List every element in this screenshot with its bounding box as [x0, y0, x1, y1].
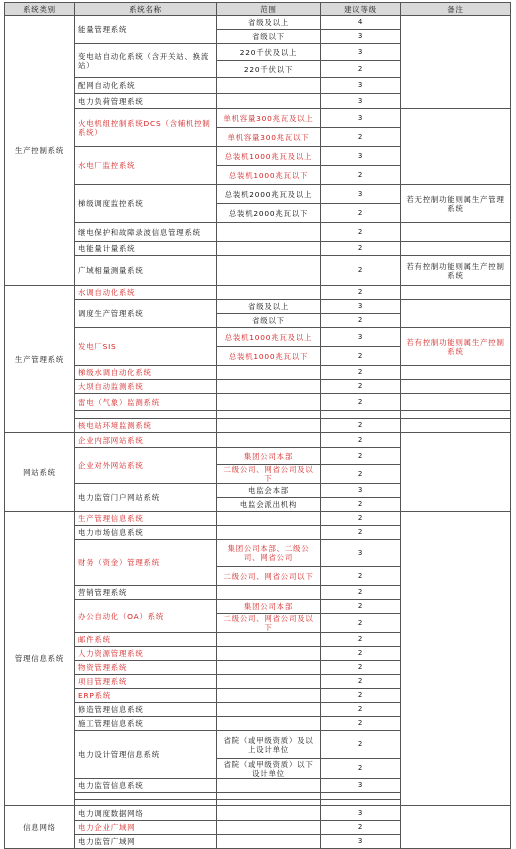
scope-cell [217, 394, 321, 411]
level-cell [321, 411, 401, 419]
scope-cell [217, 633, 321, 647]
system-name-cell: 梯级水调自动化系统 [75, 366, 217, 380]
scope-cell: 二级公司、网省公司及以下 [217, 614, 321, 633]
scope-cell: 集团公司本部 [217, 448, 321, 465]
level-cell: 2 [321, 498, 401, 512]
level-cell: 2 [321, 204, 401, 223]
system-name-cell: 企业内部网站系统 [75, 433, 217, 448]
system-classification-table [4, 2, 511, 849]
level-cell: 3 [321, 185, 401, 204]
level-cell: 2 [321, 314, 401, 328]
scope-cell: 总装机2000兆瓦及以上 [217, 185, 321, 204]
system-name-cell: 水电厂监控系统 [75, 147, 217, 185]
scope-cell [217, 78, 321, 94]
system-name-cell: 营销管理系统 [75, 586, 217, 600]
level-cell: 2 [321, 61, 401, 78]
scope-cell [217, 779, 321, 793]
system-name-cell: 电力监管门户网站系统 [75, 484, 217, 512]
level-cell: 3 [321, 806, 401, 821]
level-cell: 2 [321, 614, 401, 633]
header-row [5, 3, 511, 16]
scope-cell [217, 223, 321, 242]
level-cell: 2 [321, 759, 401, 779]
system-name-cell: 电力监管信息系统 [75, 779, 217, 793]
scope-cell: 集团公司本部 [217, 600, 321, 614]
level-cell: 2 [321, 347, 401, 366]
scope-cell: 省级以下 [217, 314, 321, 328]
table-row [5, 300, 511, 314]
scope-cell [217, 512, 321, 526]
table-row [5, 286, 511, 300]
level-cell: 3 [321, 328, 401, 347]
system-name-cell: 项目管理系统 [75, 675, 217, 689]
note-cell [401, 300, 511, 328]
category-cell: 生产管理系统 [5, 286, 75, 433]
table-row [5, 512, 511, 526]
spacer-cell [75, 793, 217, 800]
system-name-cell: 电力市场信息系统 [75, 526, 217, 540]
table-row [5, 419, 511, 433]
level-cell: 2 [321, 128, 401, 147]
level-cell: 2 [321, 223, 401, 242]
note-cell [401, 380, 511, 394]
scope-cell: 省院（或甲级资质）及以上设计单位 [217, 731, 321, 759]
scope-cell: 总装机1000兆瓦以下 [217, 166, 321, 185]
system-name-cell: 继电保护和故障录波信息管理系统 [75, 223, 217, 242]
scope-cell: 省级以下 [217, 30, 321, 44]
system-name-cell: 邮件系统 [75, 633, 217, 647]
scope-cell [217, 380, 321, 394]
header-level: 建议等级 [321, 3, 401, 16]
scope-cell: 电监会本部 [217, 484, 321, 498]
table-row [5, 185, 511, 204]
level-cell: 2 [321, 600, 401, 614]
scope-cell [217, 661, 321, 675]
scope-cell [217, 806, 321, 821]
scope-cell: 省级及以上 [217, 300, 321, 314]
level-cell: 2 [321, 703, 401, 717]
scope-cell: 220千伏及以上 [217, 44, 321, 61]
level-cell: 2 [321, 433, 401, 448]
level-cell: 2 [321, 242, 401, 256]
system-name-cell: 电力调度数据网络 [75, 806, 217, 821]
system-name-cell: 大坝自动监测系统 [75, 380, 217, 394]
scope-cell: 单机容量300兆瓦以下 [217, 128, 321, 147]
level-cell: 3 [321, 147, 401, 166]
level-cell [321, 793, 401, 800]
scope-cell: 总装机2000兆瓦以下 [217, 204, 321, 223]
table-row [5, 806, 511, 821]
scope-cell [217, 411, 321, 419]
table-row [5, 394, 511, 411]
level-cell: 2 [321, 465, 401, 484]
scope-cell: 220千伏以下 [217, 61, 321, 78]
scope-cell [217, 821, 321, 835]
level-cell: 2 [321, 166, 401, 185]
table-row [5, 256, 511, 286]
system-name-cell: 电力设计管理信息系统 [75, 731, 217, 779]
spacer-cell [75, 411, 217, 419]
level-cell: 4 [321, 16, 401, 30]
scope-cell [217, 433, 321, 448]
level-cell: 2 [321, 448, 401, 465]
table-row [5, 109, 511, 128]
table-row [5, 411, 511, 419]
note-cell [401, 512, 511, 806]
category-cell: 网站系统 [5, 433, 75, 512]
note-cell [401, 411, 511, 419]
scope-cell [217, 419, 321, 433]
scope-cell: 二级公司、网省公司及以下 [217, 465, 321, 484]
table-row [5, 16, 511, 30]
category-cell: 管理信息系统 [5, 512, 75, 806]
system-name-cell: 水调自动化系统 [75, 286, 217, 300]
level-cell: 3 [321, 779, 401, 793]
level-cell: 2 [321, 380, 401, 394]
system-name-cell: 梯级调度监控系统 [75, 185, 217, 223]
note-cell [401, 366, 511, 380]
note-cell [401, 286, 511, 300]
system-name-cell: 电能量计量系统 [75, 242, 217, 256]
level-cell: 2 [321, 675, 401, 689]
level-cell: 2 [321, 661, 401, 675]
category-cell: 生产控制系统 [5, 16, 75, 286]
level-cell: 2 [321, 512, 401, 526]
level-cell: 3 [321, 44, 401, 61]
level-cell: 3 [321, 484, 401, 498]
level-cell: 3 [321, 94, 401, 109]
system-name-cell: 电力企业广域网 [75, 821, 217, 835]
header-category: 系统类别 [5, 3, 75, 16]
level-cell: 3 [321, 300, 401, 314]
scope-cell [217, 586, 321, 600]
table-row [5, 366, 511, 380]
scope-cell [217, 242, 321, 256]
note-cell [401, 223, 511, 242]
system-name-cell: 施工管理信息系统 [75, 717, 217, 731]
scope-cell [217, 717, 321, 731]
system-name-cell: 变电站自动化系统（含开关站、换流站） [75, 44, 217, 78]
note-cell [401, 242, 511, 256]
system-name-cell: 配网自动化系统 [75, 78, 217, 94]
scope-cell [217, 286, 321, 300]
level-cell: 2 [321, 821, 401, 835]
system-name-cell: 人力资源管理系统 [75, 647, 217, 661]
scope-cell [217, 835, 321, 849]
scope-cell [217, 256, 321, 286]
note-cell: 若有控制功能则属生产控制系统 [401, 256, 511, 286]
note-cell [401, 109, 511, 185]
level-cell: 2 [321, 717, 401, 731]
level-cell: 2 [321, 526, 401, 540]
table-row [5, 380, 511, 394]
level-cell: 2 [321, 586, 401, 600]
scope-cell [217, 526, 321, 540]
level-cell: 2 [321, 689, 401, 703]
note-cell: 若有控制功能则属生产控制系统 [401, 328, 511, 366]
level-cell: 3 [321, 835, 401, 849]
scope-cell: 二级公司、网省公司以下 [217, 567, 321, 586]
scope-cell: 省院（或甲级资质）以下设计单位 [217, 759, 321, 779]
table-row [5, 242, 511, 256]
scope-cell: 单机容量300兆瓦及以上 [217, 109, 321, 128]
system-name-cell: 能量管理系统 [75, 16, 217, 44]
header-note: 备注 [401, 3, 511, 16]
level-cell: 2 [321, 419, 401, 433]
system-name-cell: 企业对外网站系统 [75, 448, 217, 484]
level-cell: 2 [321, 647, 401, 661]
category-cell: 信息网络 [5, 806, 75, 849]
level-cell: 2 [321, 394, 401, 411]
note-cell [401, 433, 511, 512]
system-name-cell: 发电厂SIS [75, 328, 217, 366]
level-cell: 3 [321, 78, 401, 94]
system-name-cell: 核电站环境监测系统 [75, 419, 217, 433]
header-scope: 范围 [217, 3, 321, 16]
level-cell: 3 [321, 109, 401, 128]
level-cell: 3 [321, 540, 401, 567]
system-name-cell: 广域相量测量系统 [75, 256, 217, 286]
scope-cell [217, 689, 321, 703]
scope-cell: 省级及以上 [217, 16, 321, 30]
note-cell [401, 419, 511, 433]
note-cell [401, 394, 511, 411]
system-name-cell: 物资管理系统 [75, 661, 217, 675]
scope-cell [217, 793, 321, 800]
level-cell: 2 [321, 567, 401, 586]
scope-cell [217, 703, 321, 717]
level-cell: 3 [321, 30, 401, 44]
level-cell: 2 [321, 286, 401, 300]
system-name-cell: 生产管理信息系统 [75, 512, 217, 526]
scope-cell [217, 647, 321, 661]
system-name-cell: 调度生产管理系统 [75, 300, 217, 328]
system-name-cell: 电力监管广域网 [75, 835, 217, 849]
system-name-cell: 雷电（气象）监测系统 [75, 394, 217, 411]
table-row [5, 223, 511, 242]
scope-cell [217, 366, 321, 380]
scope-cell [217, 675, 321, 689]
level-cell: 2 [321, 633, 401, 647]
scope-cell [217, 94, 321, 109]
note-cell [401, 806, 511, 849]
scope-cell: 总装机1000兆瓦及以上 [217, 147, 321, 166]
table-row [5, 328, 511, 347]
system-name-cell: 修造管理信息系统 [75, 703, 217, 717]
table-row [5, 433, 511, 448]
scope-cell: 总装机1000兆瓦以下 [217, 347, 321, 366]
scope-cell: 总装机1000兆瓦及以上 [217, 328, 321, 347]
note-cell [401, 16, 511, 109]
system-name-cell: ERP系统 [75, 689, 217, 703]
system-name-cell: 办公自动化（OA）系统 [75, 600, 217, 633]
level-cell: 2 [321, 256, 401, 286]
level-cell: 2 [321, 366, 401, 380]
system-name-cell: 电力负荷管理系统 [75, 94, 217, 109]
level-cell: 2 [321, 731, 401, 759]
scope-cell: 电监会派出机构 [217, 498, 321, 512]
note-cell: 若无控制功能则属生产管理系统 [401, 185, 511, 223]
header-system-name: 系统名称 [75, 3, 217, 16]
scope-cell: 集团公司本部、二级公司、网省公司 [217, 540, 321, 567]
system-name-cell: 财务（资金）管理系统 [75, 540, 217, 586]
system-name-cell: 火电机组控制系统DCS（含辅机控制系统） [75, 109, 217, 147]
